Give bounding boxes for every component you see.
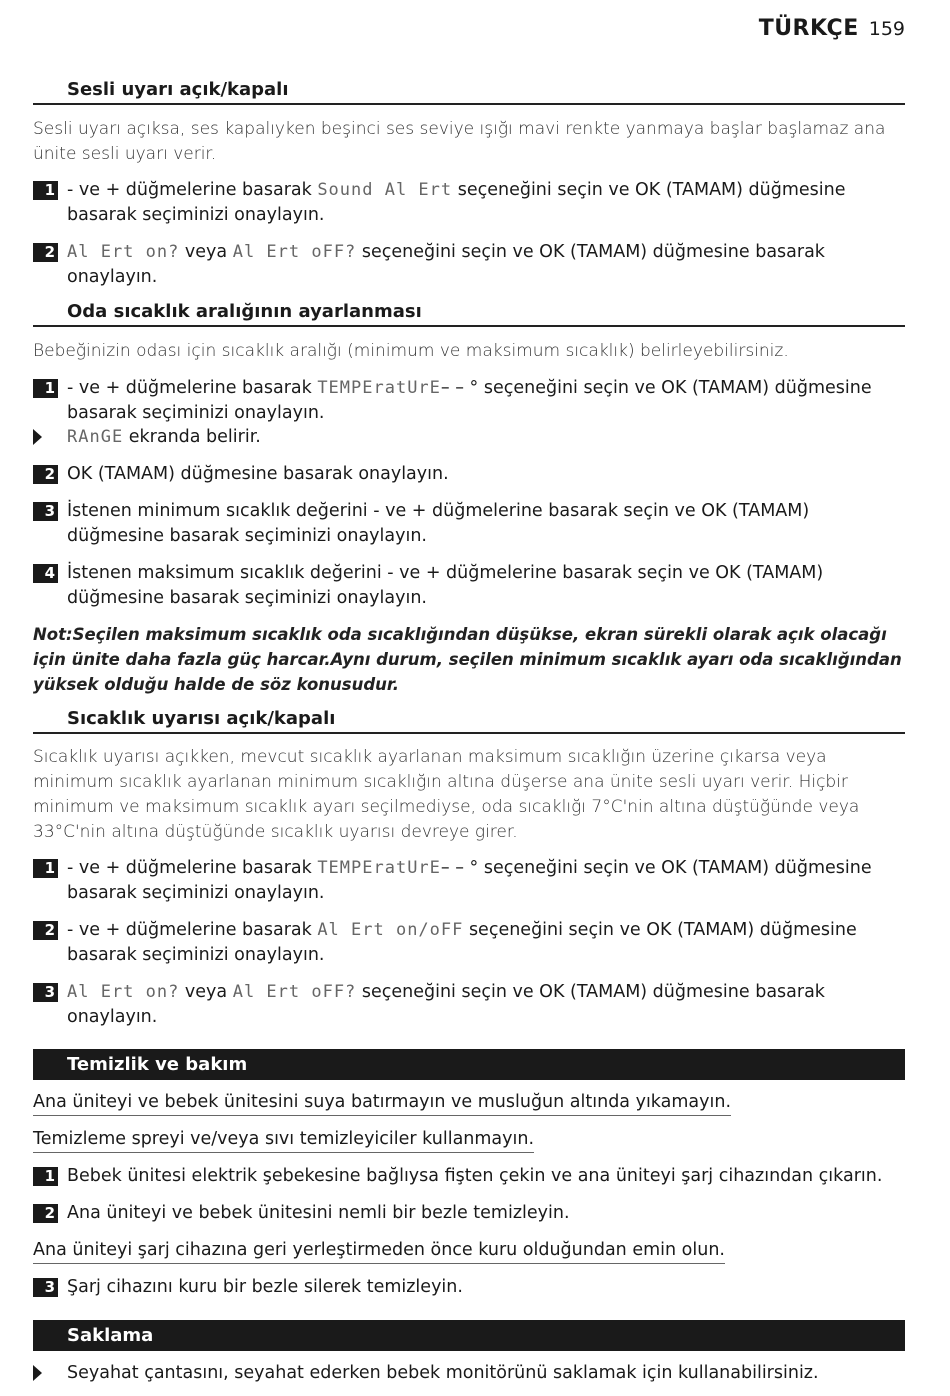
step-text: Ana üniteyi ve bebek ünitesini nemli bir bezle temizleyin.: [67, 1203, 570, 1223]
step-text: - ve + düğmelerine basarak TEMPEratUrE– – ° seçeneğini seçin ve OK (TAMAM) düğmesine basarak seçiminizi onaylayın.: [67, 858, 872, 903]
section-intro: Bebeğinizin odası için sıcaklık aralığı (minimum ve maksimum sıcaklık) belirleyebilirsiniz.: [33, 341, 789, 361]
section-title-cleaning: Temizlik ve bakım: [33, 1049, 905, 1080]
page-number: 159: [868, 18, 905, 40]
step-text: - ve + düğmelerine basarak Al Ert on/oFF seçeneğini seçin ve OK (TAMAM) düğmesine basarak seçiminizi onaylayın.: [67, 920, 857, 965]
bullet-item: [33, 1361, 905, 1386]
step-item: [33, 856, 905, 906]
step-number: 1: [33, 181, 58, 200]
step-text: İstenen minimum sıcaklık değerini - ve + düğmelerine basarak seçin ve OK (TAMAM) düğmesine basarak seçiminizi onaylayın.: [67, 501, 810, 546]
step-text: Bebek ünitesi elektrik şebekesine bağlıysa fişten çekin ve ana üniteyi şarj cihazından çıkarın.: [67, 1166, 883, 1186]
section-title-sound-alert: Sesli uyarı açık/kapalı: [33, 79, 905, 105]
lcd-text: Al Ert oFF?: [232, 242, 357, 262]
bullet-item: [33, 425, 905, 450]
step-number: 2: [33, 243, 58, 262]
lcd-text: TEMPEratUrE: [317, 378, 441, 398]
lcd-text: Al Ert on?: [67, 242, 180, 262]
step-number: 1: [33, 379, 58, 398]
step-text: - ve + düğmelerine basarak TEMPEratUrE– – ° seçeneğini seçin ve OK (TAMAM) düğmesine basarak seçiminizi onaylayın.: [67, 378, 872, 423]
bullet-arrow-icon: [33, 1365, 42, 1381]
step-item: [33, 499, 905, 549]
step-text: OK (TAMAM) düğmesine basarak onaylayın.: [67, 464, 449, 484]
step-item: [33, 1275, 905, 1300]
note-text: Not:Seçilen maksimum sıcaklık oda sıcaklığından düşükse, ekran sürekli olarak açık olacağı için ünite daha fazla güç harcar.Aynı durum, seçilen minimum sıcaklık ayarı oda sıcaklığından yüksek olduğu halde de söz konusudur.: [33, 625, 902, 694]
step-number: 1: [33, 859, 58, 878]
step-number: 3: [33, 502, 58, 521]
step-item: [33, 462, 905, 487]
step-number: 4: [33, 564, 58, 583]
step-item: [33, 376, 905, 426]
page-header: [759, 16, 905, 41]
lcd-text: Sound Al Ert: [317, 180, 453, 200]
step-text: Şarj cihazını kuru bir bezle silerek temizleyin.: [67, 1277, 463, 1297]
lcd-text: TEMPEratUrE: [317, 858, 441, 878]
step-text: Al Ert on? veya Al Ert oFF? seçeneğini seçin ve OK (TAMAM) düğmesine basarak onaylayın.: [67, 242, 825, 287]
step-number: 1: [33, 1167, 58, 1186]
step-item: [33, 980, 905, 1030]
step-text: - ve + düğmelerine basarak Sound Al Ert seçeneğini seçin ve OK (TAMAM) düğmesine basarak seçiminizi onaylayın.: [67, 180, 846, 225]
step-text: Al Ert on? veya Al Ert oFF? seçeneğini seçin ve OK (TAMAM) düğmesine basarak onaylayın.: [67, 982, 825, 1027]
language-label: TÜRKÇE: [758, 16, 859, 41]
bullet-text: RAnGE ekranda belirir.: [67, 427, 261, 447]
bullet-arrow-icon: [33, 429, 42, 445]
step-item: [33, 240, 905, 290]
warning-text: Temizleme spreyi ve/veya sıvı temizleyiciler kullanmayın.: [33, 1127, 534, 1153]
step-number: 2: [33, 465, 58, 484]
lcd-text: RAnGE: [67, 427, 124, 447]
step-text: İstenen maksimum sıcaklık değerini - ve + düğmelerine basarak seçin ve OK (TAMAM) düğmesine basarak seçiminizi onaylayın.: [67, 563, 824, 608]
step-item: [33, 1164, 905, 1189]
step-number: 3: [33, 983, 58, 1002]
step-item: [33, 918, 905, 968]
section-title-temp-alert: Sıcaklık uyarısı açık/kapalı: [33, 708, 905, 734]
bullet-text: Seyahat çantasını, seyahat ederken bebek monitörünü saklamak için kullanabilirsiniz.: [67, 1363, 819, 1383]
step-item: [33, 1201, 905, 1226]
warning-text: Ana üniteyi ve bebek ünitesini suya batırmayın ve musluğun altında yıkamayın.: [33, 1090, 731, 1116]
section-intro: Sesli uyarı açıksa, ses kapalıyken beşinci ses seviye ışığı mavi renkte yanmaya başlar başlamaz ana ünite sesli uyarı verir.: [33, 119, 886, 164]
warning-text: Ana üniteyi şarj cihazına geri yerleştirmeden önce kuru olduğundan emin olun.: [33, 1238, 725, 1264]
step-item: [33, 178, 905, 228]
step-number: 2: [33, 921, 58, 940]
section-title-storage: Saklama: [33, 1320, 905, 1351]
lcd-text: Al Ert on?: [67, 982, 180, 1002]
step-item: [33, 561, 905, 611]
step-number: 3: [33, 1278, 58, 1297]
lcd-text: Al Ert on/oFF: [317, 920, 464, 940]
lcd-text: Al Ert oFF?: [232, 982, 357, 1002]
step-number: 2: [33, 1204, 58, 1223]
section-title-room-temp-range: Oda sıcaklık aralığının ayarlanması: [33, 301, 905, 327]
section-intro: Sıcaklık uyarısı açıkken, mevcut sıcaklık ayarlanan maksimum sıcaklığın üzerine çıkarsa veya minimum sıcaklık ayarlanan minimum sıcaklığın altına düşerse ana ünite sesli uyarı verir. Hiçbir minimum ve maksimum sıcaklık ayarı seçilmediyse, oda sıcaklığı 7°C'nin altına düştüğünde veya 33°C'nin altına düştüğünde sıcaklık uyarısı devreye girer.: [33, 747, 860, 842]
